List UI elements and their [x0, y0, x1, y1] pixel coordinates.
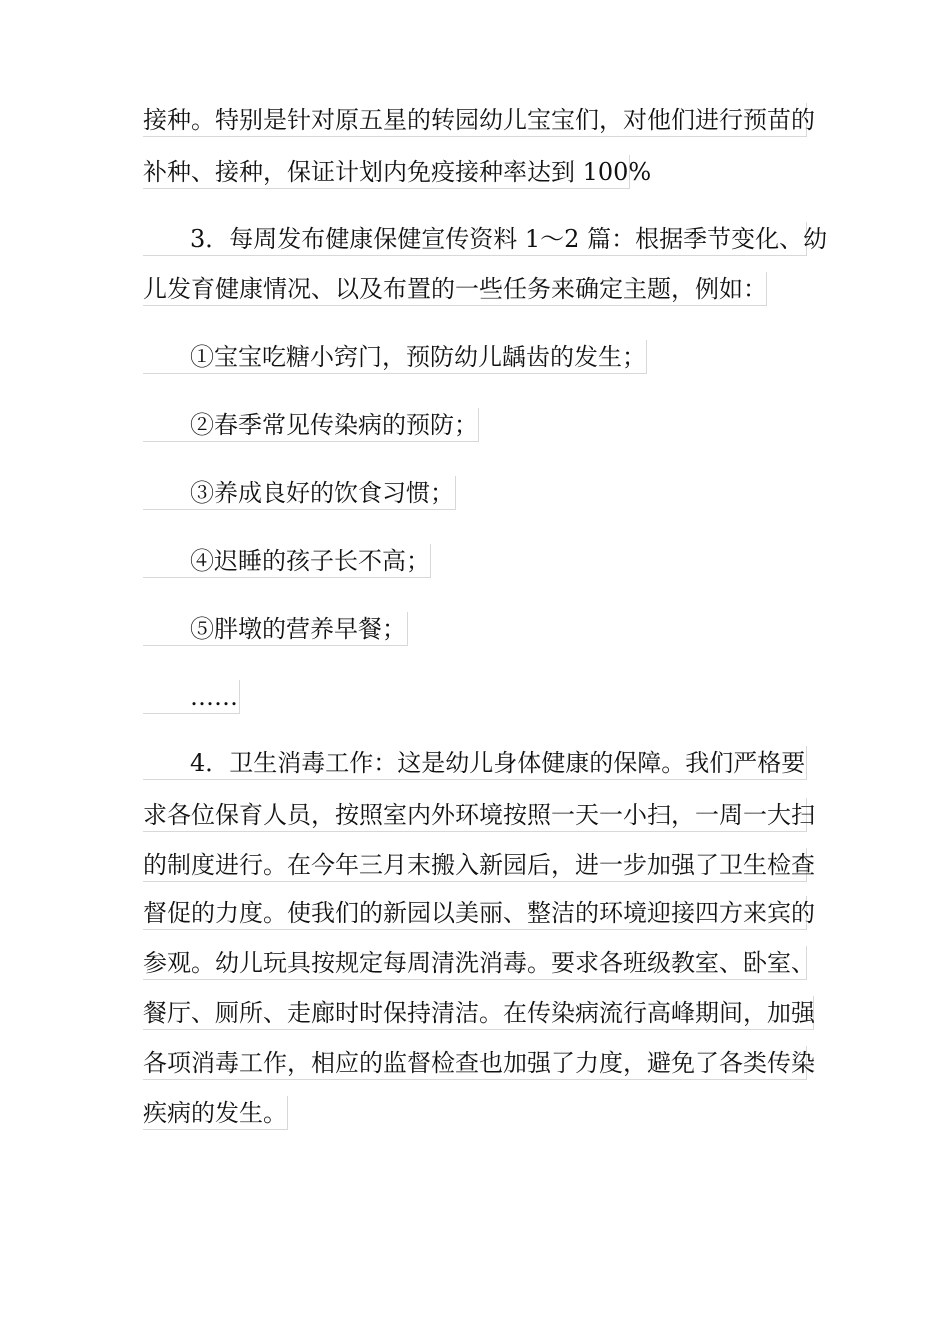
text-line-9: ⑤胖墩的营养早餐；: [143, 612, 408, 646]
text-line-13: 的制度进行。在今年三月末搬入新园后，进一步加强了卫生检查: [143, 848, 807, 882]
text-line-6: ②春季常见传染病的预防；: [143, 408, 479, 442]
text-line-1: 接种。特别是针对原五星的转园幼儿宝宝们，对他们进行预苗的: [143, 103, 807, 137]
text-line-2: 补种、接种，保证计划内免疫接种率达到 100%: [143, 155, 630, 189]
text-line-17: 各项消毒工作，相应的监督检查也加强了力度，避免了各类传染: [143, 1046, 807, 1080]
text-line-14: 督促的力度。使我们的新园以美丽、整洁的环境迎接四方来宾的: [143, 896, 807, 930]
text-line-10: ……: [143, 680, 240, 714]
text-line-4: 儿发育健康情况、以及布置的一些任务来确定主题，例如：: [143, 272, 767, 306]
text-line-11: 4．卫生消毒工作：这是幼儿身体健康的保障。我们严格要: [143, 746, 807, 780]
text-line-18: 疾病的发生。: [143, 1096, 288, 1130]
text-line-5: ①宝宝吃糖小窍门，预防幼儿龋齿的发生；: [143, 340, 647, 374]
text-line-3: 3．每周发布健康保健宣传资料 1～2 篇：根据季节变化、幼: [143, 222, 807, 256]
text-line-7: ③养成良好的饮食习惯；: [143, 476, 456, 510]
text-line-16: 餐厅、厕所、走廊时时保持清洁。在传染病流行高峰期间，加强: [143, 996, 814, 1030]
text-line-8: ④迟睡的孩子长不高；: [143, 544, 431, 578]
text-line-12: 求各位保育人员，按照室内外环境按照一天一小扫，一周一大扫: [143, 798, 807, 832]
text-line-15: 参观。幼儿玩具按规定每周清洗消毒。要求各班级教室、卧室、: [143, 946, 807, 980]
